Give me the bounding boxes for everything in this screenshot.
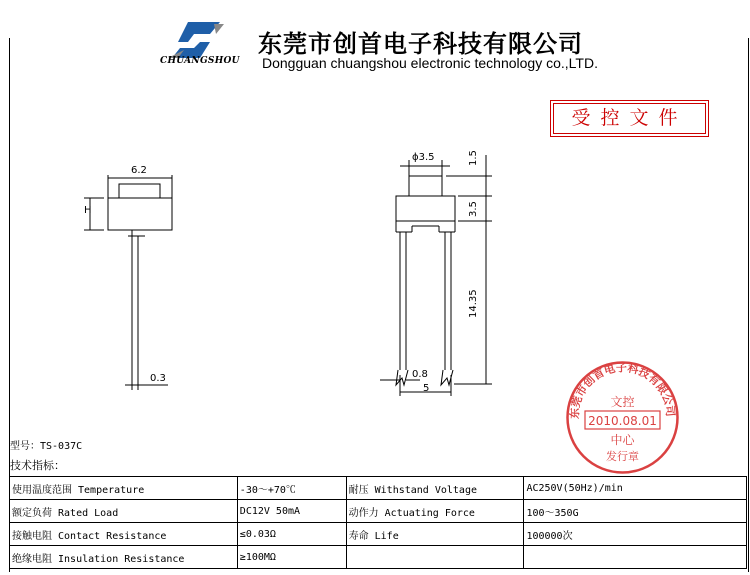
spec-cell: 动作力 Actuating Force <box>346 500 524 523</box>
dim-body-label: 3.5 <box>468 201 479 217</box>
front-view <box>380 155 492 396</box>
spec-cell: 绝缘电阻 Insulation Resistance <box>10 546 238 569</box>
side-height-label: H <box>84 205 92 216</box>
dim-top-label: 1.5 <box>468 150 479 166</box>
spec-cell: ≥100MΩ <box>237 546 346 569</box>
spec-cell: AC250V(50Hz)/min <box>524 477 747 500</box>
spec-cell <box>524 546 747 569</box>
spec-cell: DC12V 50mA <box>237 500 346 523</box>
pin-pitch-label: 5 <box>423 383 430 394</box>
spec-cell: 100～350G <box>524 500 747 523</box>
side-view <box>84 175 172 390</box>
pin-width-label: 0.8 <box>412 369 428 380</box>
spec-cell: 耐压 Withstand Voltage <box>346 477 524 500</box>
spec-cell: 寿命 Life <box>346 523 524 546</box>
spec-table <box>9 476 747 569</box>
spec-title: 技术指标： <box>10 459 65 472</box>
dim-pin-label: 14.35 <box>468 289 479 318</box>
stamp-ring-text: 东莞市创首电子科技有限公司 <box>568 361 677 420</box>
logo-text: CHUANGSHOU <box>160 56 240 66</box>
controlled-document-label: 受控文件 <box>553 103 706 134</box>
side-width-label: 6.2 <box>131 165 147 176</box>
document-control-stamp <box>565 360 680 475</box>
company-name-cn: 东莞市创首电子科技有限公司 <box>258 29 583 58</box>
pin-thickness-label: 0.3 <box>150 373 166 384</box>
spec-cell: 使用温度范围 Temperature <box>10 477 238 500</box>
stamp-line2: 中心 <box>610 433 635 447</box>
spec-cell: 接触电阻 Contact Resistance <box>10 523 238 546</box>
model-number: 型号：TS-037C <box>10 441 83 452</box>
spec-cell: -30～+70℃ <box>237 477 346 500</box>
stamp-line3: 发行章 <box>606 450 639 463</box>
table-row <box>10 500 747 523</box>
table-row <box>10 546 747 569</box>
spec-cell: ≤0.03Ω <box>237 523 346 546</box>
svg-text:东莞市创首电子科技有限公司 <box>567 360 677 419</box>
diameter-label: ϕ3.5 <box>412 152 435 163</box>
company-name-en: Dongguan chuangshou electronic technology co.,LTD. <box>262 55 598 71</box>
spec-cell: 100000次 <box>524 523 747 546</box>
spec-cell: 额定负荷 Rated Load <box>10 500 238 523</box>
stamp-date: 2010.08.01 <box>588 414 657 428</box>
table-row <box>10 477 747 500</box>
stamp-line1: 文控 <box>610 395 635 409</box>
table-row <box>10 523 747 546</box>
spec-cell <box>346 546 524 569</box>
